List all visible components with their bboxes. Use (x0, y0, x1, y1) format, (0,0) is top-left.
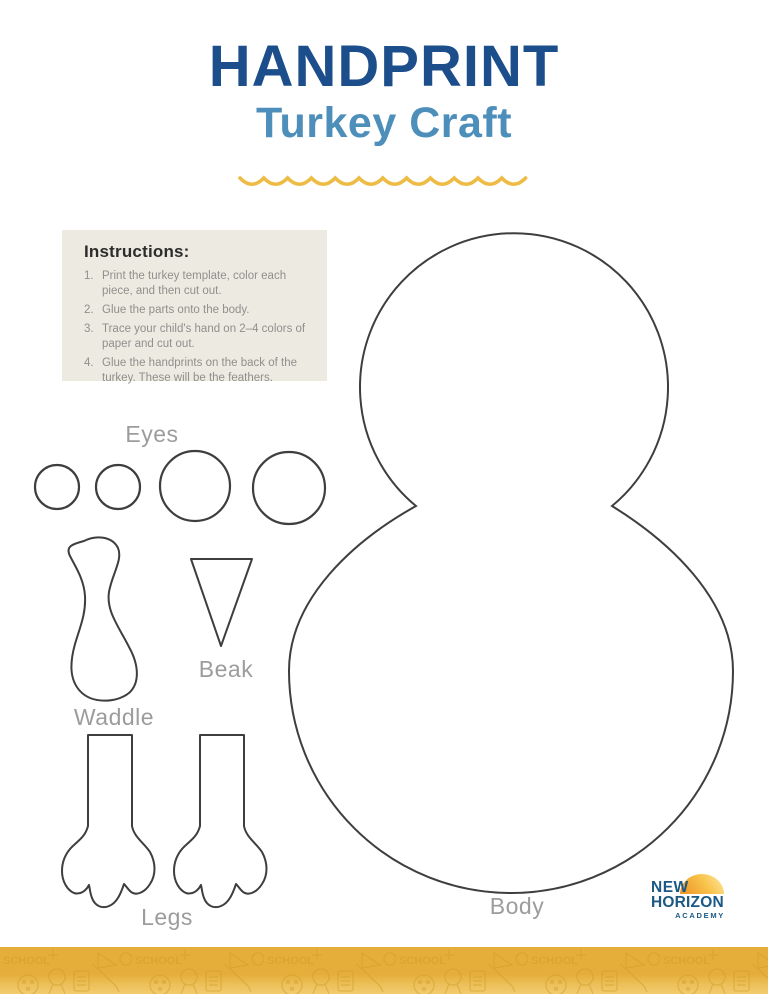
page-subtitle: Turkey Craft (255, 99, 513, 147)
label-legs: Legs (141, 904, 193, 930)
label-beak: Beak (198, 656, 254, 682)
wavy-divider-icon (237, 172, 531, 192)
instruction-step (84, 356, 313, 386)
instruction-step (84, 303, 313, 318)
step-number: 4. (84, 356, 94, 369)
step-number: 3. (84, 322, 94, 335)
instruction-step (84, 322, 313, 352)
logo-line-new: NEW (651, 879, 689, 896)
instructions-heading: Instructions: (84, 242, 190, 261)
label-waddle: Waddle (73, 704, 155, 730)
beak-triangle-icon (191, 559, 252, 646)
footer-band-doodles (0, 947, 768, 994)
footer-pattern (0, 947, 768, 994)
waddle-shape-icon (68, 537, 136, 700)
logo-line-academy: ACADEMY (675, 911, 725, 920)
instruction-step (84, 269, 313, 299)
eye-circle-small-right-icon (96, 465, 140, 509)
leg-right-shape-icon (174, 735, 267, 907)
footer-band (0, 947, 768, 994)
step-text: Glue the parts onto the body. (102, 303, 250, 316)
step-text: Glue the handprints on the back of the turkey. These will be the feathers. (102, 356, 297, 384)
leg-left-shape-icon (62, 735, 155, 907)
logo-line-horizon: HORIZON (651, 894, 724, 911)
step-text: Trace your child's hand on 2–4 colors of paper and cut out. (102, 322, 306, 350)
eye-circle-small-left-icon (35, 465, 79, 509)
page-title: HANDPRINT (208, 34, 560, 99)
label-body: Body (489, 893, 545, 919)
step-number: 2. (84, 303, 94, 316)
brand-logo (651, 872, 727, 924)
eye-circles-group (35, 451, 325, 524)
eye-circle-large-right-icon (253, 452, 325, 524)
body-shape-icon (289, 233, 733, 893)
label-eyes: Eyes (125, 421, 179, 447)
eye-circle-large-left-icon (160, 451, 230, 521)
step-text: Print the turkey template, color each piece, and then cut out. (102, 270, 287, 297)
instructions-list (84, 269, 313, 386)
step-number: 1. (84, 270, 94, 282)
instructions-box (62, 230, 327, 384)
